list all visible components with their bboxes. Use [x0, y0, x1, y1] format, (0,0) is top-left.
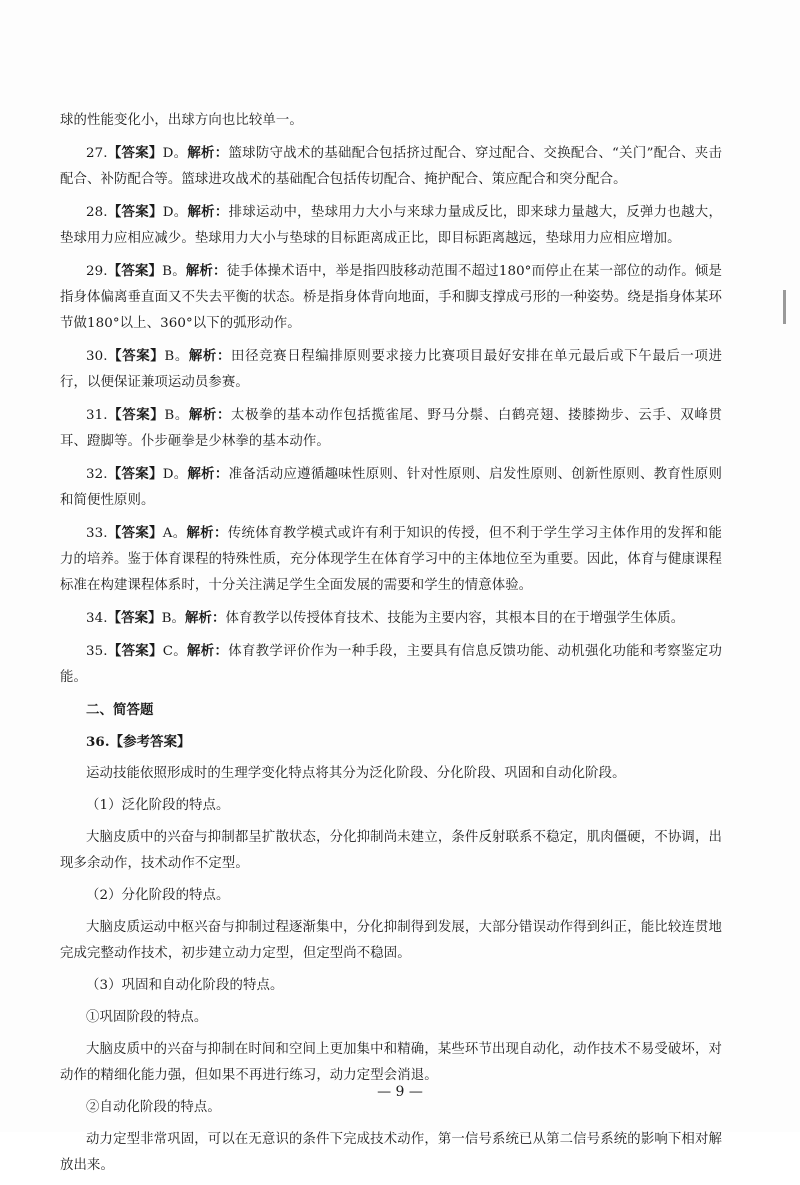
answer-choice: B。	[164, 349, 189, 364]
q36-subheading: ②自动化阶段的特点。	[86, 1100, 221, 1115]
answer-tag: 【答案】	[107, 263, 163, 279]
q36-items	[60, 793, 722, 1179]
q36-subheading: ①巩固阶段的特点。	[86, 1010, 208, 1025]
answer-number: 31.	[86, 408, 108, 423]
answer-choice: C。	[162, 644, 188, 659]
page-number: — 9 —	[377, 1084, 423, 1100]
analysis-label: 解析：	[185, 263, 227, 279]
answer-choice: D。	[162, 146, 188, 161]
answer-item	[60, 140, 722, 193]
answer-choice: D。	[162, 205, 188, 220]
answer-choice: B。	[161, 611, 186, 626]
q36-subheading: （1）泛化阶段的特点。	[86, 798, 230, 813]
answer-list	[60, 140, 722, 691]
answer-tag: 【答案】	[107, 643, 163, 659]
answer-tag: 【答案】	[107, 348, 165, 364]
analysis-text: 篮球防守战术的基础配合包括挤过配合、穿过配合、交换配合、“关门”配合、夹击配合、补防配合等。篮球进攻战术的基础配合包括传切配合、掩护配合、策应配合和突分配合。	[60, 146, 723, 187]
page-content	[60, 108, 722, 1185]
analysis-text: 准备活动应遵循趣味性原则、针对性原则、启发性原则、创新性原则、教育性原则和简便性原则。	[60, 467, 722, 508]
answer-tag: 【答案】	[107, 466, 163, 482]
analysis-label: 解析：	[187, 643, 229, 659]
analysis-text: 排球运动中，垫球用力大小与来球力量成反比，即来球力量越大，反弹力也越大，垫球用力应相应减少。垫球用力大小与垫球的目标距离成正比，即目标距离越远，垫球用力应相应增加。	[60, 205, 722, 246]
answer-number: 34.	[86, 611, 108, 626]
analysis-text: 太极拳的基本动作包括揽雀尾、野马分鬃、白鹤亮翅、搂膝拗步、云手、双峰贯耳、蹬脚等。仆步砸拳是少林拳的基本动作。	[60, 408, 722, 449]
analysis-label: 解析：	[187, 466, 229, 482]
answer-item	[60, 638, 722, 691]
q36-paragraph: 大脑皮质运动中枢兴奋与抑制过程逐渐集中，分化抑制得到发展，大部分错误动作得到纠正，能比较连贯地完成完整动作技术，初步建立动力定型，但定型尚不稳固。	[60, 920, 722, 961]
analysis-text: 田径竞赛日程编排原则要求接力比赛项目最好安排在单元最后或下午最后一项进行，以便保证兼项运动员参赛。	[60, 349, 722, 390]
answer-tag: 【答案】	[107, 610, 162, 626]
q36-intro: 运动技能依照形成时的生理学变化特点将其分为泛化阶段、分化阶段、巩固和自动化阶段。	[86, 766, 626, 781]
q36-tag: 【参考答案】	[109, 734, 191, 750]
answer-tag: 【答案】	[107, 407, 165, 423]
q36-subheading: （2）分化阶段的特点。	[86, 888, 230, 903]
scan-artifact-mark	[783, 290, 786, 324]
analysis-text: 体育教学以传授体育技术、技能为主要内容，其根本目的在于增强学生体质。	[225, 611, 685, 626]
analysis-text: 体育教学评价作为一种手段，主要具有信息反馈功能、动机强化功能和考察鉴定功能。	[60, 644, 722, 685]
answer-choice: A。	[162, 526, 187, 541]
answer-item	[60, 605, 722, 632]
answer-number: 35.	[86, 644, 108, 659]
analysis-label: 解析：	[186, 525, 228, 541]
analysis-label: 解析：	[187, 145, 229, 161]
answer-choice: B。	[162, 264, 186, 279]
answer-choice: B。	[164, 408, 189, 423]
answer-number: 28.	[86, 205, 108, 220]
analysis-text: 传统体育教学模式或许有利于知识的传授，但不利于学生学习主体作用的发挥和能力的培养。鉴于体育课程的特殊性质，充分体现学生在体育学习中的主体地位至为重要。因此，体育与健康课程标准在构建课程体系时，十分关注满足学生全面发展的需要和学生的情意体验。	[60, 526, 722, 593]
analysis-label: 解析：	[185, 610, 226, 626]
analysis-text: 徒手体操术语中，举是指四肢移动范围不超过180°而停止在某一部位的动作。倾是指身体偏离垂直面又不失去平衡的状态。桥是指身体背向地面，手和脚支撑成弓形的一种姿势。绕是指身体某环节做180°以上、360°以下的弧形动作。	[60, 264, 722, 331]
answer-number: 27.	[86, 146, 108, 161]
answer-item	[60, 461, 722, 514]
q36-paragraph: 大脑皮质中的兴奋与抑制在时间和空间上更加集中和精确，某些环节出现自动化，动作技术不易受破坏，对动作的精细化能力强，但如果不再进行练习，动力定型会消退。	[60, 1042, 722, 1083]
answer-number: 29.	[86, 264, 108, 279]
answer-number: 32.	[86, 467, 108, 482]
answer-item	[60, 343, 722, 396]
intro-line: 球的性能变化小，出球方向也比较单一。	[60, 113, 303, 128]
answer-tag: 【答案】	[107, 204, 163, 220]
section-title: 二、简答题	[86, 702, 154, 718]
q36-number: 36.	[86, 734, 110, 750]
answer-tag: 【答案】	[107, 525, 163, 541]
answer-item	[60, 258, 722, 337]
answer-item	[60, 199, 722, 252]
analysis-label: 解析：	[188, 348, 232, 364]
answer-number: 30.	[86, 349, 108, 364]
q36-heading	[60, 729, 722, 755]
q36-subheading: （3）巩固和自动化阶段的特点。	[86, 978, 284, 993]
answer-choice: D。	[162, 467, 188, 482]
answer-item	[60, 520, 722, 599]
q36-paragraph: 动力定型非常巩固，可以在无意识的条件下完成技术动作，第一信号系统已从第二信号系统的影响下相对解放出来。	[60, 1132, 722, 1173]
analysis-label: 解析：	[188, 407, 232, 423]
answer-item	[60, 402, 722, 455]
answer-number: 33.	[86, 526, 108, 541]
analysis-label: 解析：	[187, 204, 229, 220]
answer-tag: 【答案】	[107, 145, 163, 161]
q36-paragraph: 大脑皮质中的兴奋与抑制都呈扩散状态，分化抑制尚未建立，条件反射联系不稳定，肌肉僵硬，不协调，出现多余动作，技术动作不定型。	[60, 830, 722, 871]
